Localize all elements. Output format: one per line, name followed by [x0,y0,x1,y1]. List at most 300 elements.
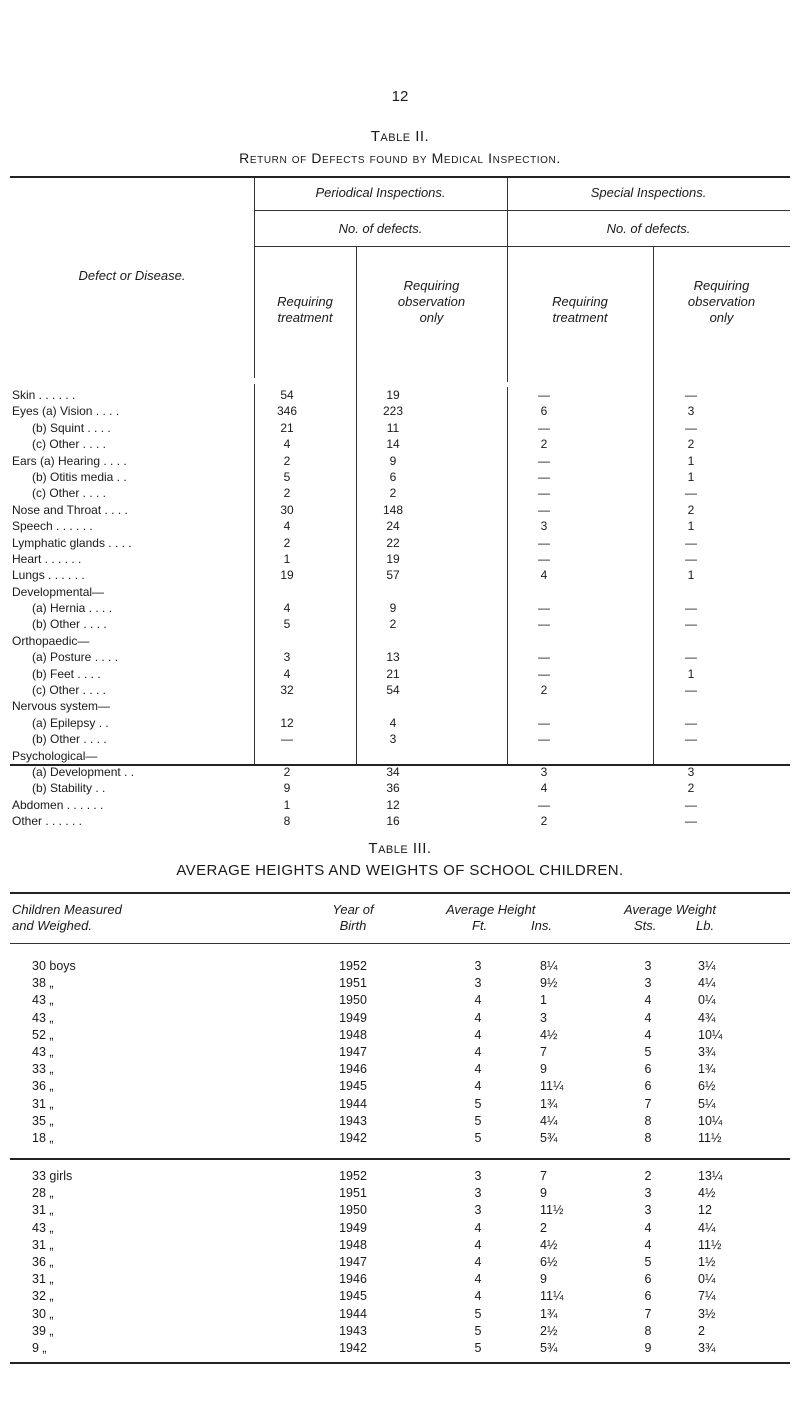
inches-cell: 8¼ [540,959,558,973]
periodical-treatment-cell: 1 [283,551,291,566]
stones-cell: 3 [644,959,652,973]
stones-cell: 4 [644,1237,652,1252]
row-label: (c) Other . . . . [32,486,107,501]
special-observation-cell: — [685,535,697,550]
table-row [10,403,790,419]
table-row [10,748,790,764]
stones-cell: 6 [644,1289,652,1304]
table-row [10,698,790,714]
special-treatment-cell: — [538,732,550,747]
measured-cell: 31 „ [32,1096,54,1111]
periodical-observation-cell: 22 [386,535,400,550]
measured-cell: 38 „ [32,976,54,991]
stones-cell: 8 [644,1130,652,1145]
measured-cell: 43 „ [32,1010,54,1025]
table-row [10,1010,790,1027]
pounds-cell: 0¼ [698,993,716,1008]
year-cell: 1948 [339,1237,367,1252]
defect-column-header: Defect or Disease. [78,268,186,283]
special-treatment-cell: — [538,601,550,616]
pounds-cell: 10¼ [698,1113,723,1128]
table-row [10,518,790,534]
special-observation-cell: — [685,486,697,501]
feet-cell: 4 [474,993,482,1008]
feet-cell: 3 [474,959,482,973]
inches-cell: 7 [540,1044,547,1059]
feet-cell: 4 [474,1272,482,1287]
feet-cell: 5 [474,1096,482,1111]
year-cell: 1943 [339,1323,367,1338]
periodical-treatment-header: Requiring treatment [277,294,333,325]
special-observation-cell: — [685,601,697,616]
year-cell: 1952 [339,1169,367,1183]
stones-cell: 9 [644,1340,652,1355]
periodical-treatment-cell: 2 [283,764,291,779]
year-cell: 1949 [339,1010,367,1025]
stones-cell: 2 [644,1169,652,1183]
inches-cell: 4¼ [540,1113,558,1128]
special-treatment-cell: 2 [540,437,548,452]
measured-cell: 31 „ [32,1203,54,1218]
periodical-observation-cell: 9 [389,453,397,468]
special-treatment-cell: — [538,502,550,517]
special-treatment-cell: — [538,486,550,501]
table-row [10,436,790,452]
periodical-observation-cell: 34 [386,764,400,779]
inches-cell: 2 [540,1220,547,1235]
table-row [10,1271,790,1288]
inches-cell: 7 [540,1169,547,1183]
measured-cell: 36 „ [32,1079,54,1094]
year-cell: 1947 [339,1044,367,1059]
pounds-cell: 4½ [698,1186,716,1201]
measured-cell: 31 „ [32,1272,54,1287]
periodical-treatment-cell: 2 [283,486,291,501]
table-row [10,616,790,632]
feet-cell: 4 [474,1044,482,1059]
periodical-treatment-cell: 19 [280,568,294,583]
feet-cell: 5 [474,1130,482,1145]
periodical-header: Periodical Inspections. [315,185,446,200]
inches-header: Ins. [531,918,552,933]
pounds-cell: 6½ [698,1079,716,1094]
periodical-observation-cell: 19 [386,551,400,566]
pounds-cell: 3½ [698,1306,716,1321]
year-cell: 1949 [339,1220,367,1235]
row-label: (b) Stability . . [32,781,106,796]
inches-cell: 1¾ [540,1096,558,1111]
row-label: (b) Other . . . . [32,732,107,747]
special-treatment-cell: — [538,535,550,550]
periodical-treatment-cell: 2 [283,453,291,468]
periodical-treatment-cell: 5 [283,469,291,484]
year-cell: 1951 [339,976,367,991]
row-label: Lymphatic glands . . . . [12,535,132,550]
special-treatment-cell: — [538,551,550,566]
table-row [10,420,790,436]
feet-cell: 3 [474,1169,482,1183]
table-rule [10,1362,790,1364]
special-treatment-cell: 4 [540,781,548,796]
periodical-observation-cell: 148 [382,502,404,517]
table-2-heading: Return of Defects found by Medical Inspection. [239,150,561,166]
table-row [10,1185,790,1202]
table-row [10,764,790,780]
row-label: (a) Posture . . . . [32,650,119,665]
special-treatment-cell: 3 [540,519,548,534]
inches-cell: 9½ [540,976,558,991]
table-row [10,1220,790,1237]
periodical-treatment-cell: 4 [283,519,291,534]
header-rule [254,210,790,211]
row-label: (b) Other . . . . [32,617,107,632]
table-row [10,813,790,829]
inches-cell: 9 [540,1186,547,1201]
special-observation-cell: — [685,650,697,665]
feet-cell: 3 [474,976,482,991]
special-treatment-cell: — [538,617,550,632]
table-row [10,551,790,567]
pounds-cell: 10¼ [698,1027,723,1042]
table-row [10,992,790,1009]
row-label: (c) Other . . . . [32,683,107,698]
table-rule [10,176,790,178]
stones-cell: 3 [644,1186,652,1201]
periodical-treatment-cell: 30 [280,502,294,517]
measured-cell: 35 „ [32,1113,54,1128]
periodical-treatment-cell: 54 [280,388,294,402]
special-observation-cell: 1 [687,469,695,484]
special-treatment-header: Requiring treatment [552,294,608,325]
table-row [10,502,790,518]
table-row [10,1044,790,1061]
table-row [10,1061,790,1078]
periodical-observation-cell: 57 [386,568,400,583]
periodical-observation-cell: 2 [389,486,397,501]
feet-cell: 5 [474,1113,482,1128]
periodical-observation-cell: 223 [382,404,404,419]
periodical-treatment-cell: 32 [280,683,294,698]
feet-cell: 3 [474,1203,482,1218]
pounds-cell: 4¼ [698,1220,716,1235]
measured-cell: 28 „ [32,1186,54,1201]
row-label: (b) Otitis media . . [32,469,127,484]
special-treatment-cell: 6 [540,404,548,419]
inches-cell: 2½ [540,1323,558,1338]
periodical-observation-cell: 9 [389,601,397,616]
inches-cell: 11½ [540,1203,564,1218]
year-cell: 1946 [339,1062,367,1077]
stones-cell: 7 [644,1096,652,1111]
table-row [10,535,790,551]
special-observation-cell: — [685,715,697,730]
year-cell: 1942 [339,1130,367,1145]
year-header: Year of Birth [332,902,374,933]
inches-cell: 11¼ [540,1079,564,1094]
table-row [10,1078,790,1095]
table-3-heading: AVERAGE HEIGHTS AND WEIGHTS OF SCHOOL CHILDREN. [176,862,624,879]
measured-cell: 33 „ [32,1062,54,1077]
year-cell: 1945 [339,1289,367,1304]
inches-cell: 5¾ [540,1340,558,1355]
row-label: Abdomen . . . . . . [12,797,104,812]
year-cell: 1944 [339,1096,367,1111]
pounds-cell: 3¼ [698,959,716,973]
boys-rows [10,958,790,1147]
table-row [10,567,790,583]
stones-cell: 4 [644,1010,652,1025]
table-2-caption: Table II. [370,128,430,145]
row-label: Psychological— [12,748,98,763]
special-treatment-cell: — [538,650,550,665]
table-row [10,649,790,665]
pounds-cell: 12 [698,1203,712,1218]
year-cell: 1950 [339,1203,367,1218]
year-cell: 1948 [339,1027,367,1042]
feet-cell: 4 [474,1237,482,1252]
measured-cell: 33 girls [32,1169,73,1183]
feet-cell: 5 [474,1340,482,1355]
special-treatment-cell: — [538,715,550,730]
table-row [10,1306,790,1323]
special-observation-cell: — [685,388,697,402]
measured-cell: 43 „ [32,993,54,1008]
special-observation-cell: 1 [687,568,695,583]
feet-cell: 4 [474,1289,482,1304]
table-row [10,453,790,469]
periodical-observation-cell: 12 [386,797,400,812]
special-observation-cell: — [685,797,697,812]
inches-cell: 3 [540,1010,547,1025]
periodical-treatment-cell: 2 [283,535,291,550]
table-row [10,682,790,698]
special-treatment-cell: — [538,797,550,812]
pounds-cell: 5¼ [698,1096,716,1111]
periodical-observation-cell: 19 [386,388,400,402]
pounds-cell: 4¾ [698,1010,716,1025]
table-row [10,958,790,975]
pounds-cell: 11½ [698,1130,722,1145]
stones-cell: 6 [644,1272,652,1287]
row-label: Ears (a) Hearing . . . . [12,453,127,468]
feet-cell: 4 [474,1062,482,1077]
stones-cell: 5 [644,1044,652,1059]
special-treatment-cell: — [538,469,550,484]
row-label: Skin . . . . . . [12,388,76,402]
inches-cell: 4½ [540,1237,558,1252]
inches-cell: 9 [540,1272,547,1287]
special-treatment-cell: — [538,388,550,402]
special-observation-cell: 1 [687,453,695,468]
measured-cell: 30 „ [32,1306,54,1321]
special-observation-cell: 3 [687,404,695,419]
special-observation-cell: 1 [687,666,695,681]
row-label: Nose and Throat . . . . [12,502,128,517]
weight-header: Average Weight [624,902,717,917]
row-label: (c) Other . . . . [32,437,107,452]
stones-cell: 6 [644,1062,652,1077]
stones-cell: 4 [644,1027,652,1042]
special-observation-cell: — [685,683,697,698]
stones-cell: 6 [644,1079,652,1094]
row-label: Other . . . . . . [12,814,83,829]
periodical-treatment-cell: 8 [283,814,291,829]
special-observation-cell: 2 [687,502,695,517]
table-row [10,1202,790,1219]
special-treatment-cell: 2 [540,683,548,698]
table-row [10,1168,790,1185]
table-row [10,797,790,813]
special-observation-cell: 1 [687,519,695,534]
pounds-header: Lb. [696,918,715,933]
table-row [10,1254,790,1271]
special-header: Special Inspections. [590,185,707,200]
table-row [10,600,790,616]
year-cell: 1952 [339,959,367,973]
special-treatment-cell: 2 [540,814,548,829]
header-rule [10,943,790,944]
year-cell: 1944 [339,1306,367,1321]
feet-cell: 4 [474,1010,482,1025]
table-row [10,387,790,403]
girls-rows [10,1168,790,1357]
feet-cell: 4 [474,1254,482,1269]
feet-cell: 4 [474,1079,482,1094]
special-observation-cell: — [685,732,697,747]
measured-cell: 39 „ [32,1323,54,1338]
pounds-cell: 1½ [698,1254,716,1269]
table-row [10,1340,790,1357]
inches-cell: 6½ [540,1254,558,1269]
periodical-treatment-cell: — [281,732,293,747]
special-observation-cell: — [685,617,697,632]
table-rule [10,892,790,894]
measured-header: Children Measured and Weighed. [12,902,122,933]
row-label: (b) Squint . . . . [32,420,111,435]
inches-cell: 1 [540,993,547,1008]
periodical-observation-cell: 3 [389,732,397,747]
year-cell: 1946 [339,1272,367,1287]
periodical-treatment-cell: 3 [283,650,291,665]
special-observation-cell: 2 [687,781,695,796]
measured-cell: 18 „ [32,1130,54,1145]
table-row [10,666,790,682]
row-label: Nervous system— [12,699,111,714]
measured-cell: 32 „ [32,1289,54,1304]
inches-cell: 11¼ [540,1289,564,1304]
special-treatment-cell: — [538,666,550,681]
feet-cell: 5 [474,1323,482,1338]
table-row [10,633,790,649]
table-row [10,715,790,731]
year-cell: 1945 [339,1079,367,1094]
inches-cell: 1¾ [540,1306,558,1321]
special-observation-cell: 2 [687,437,695,452]
pounds-cell: 0¼ [698,1272,716,1287]
table-3-caption: Table III. [368,840,432,857]
table-row [10,1027,790,1044]
row-label: (a) Epilepsy . . [32,715,109,730]
defects-table-body [10,387,790,830]
table-row [10,1130,790,1147]
special-defects-header: No. of defects. [606,221,691,236]
periodical-observation-cell: 24 [386,519,400,534]
feet-cell: 5 [474,1306,482,1321]
height-header: Average Height [446,902,536,917]
periodical-treatment-cell: 12 [280,715,294,730]
special-observation-cell: — [685,814,697,829]
year-cell: 1942 [339,1340,367,1355]
table-row [10,975,790,992]
periodical-defects-header: No. of defects. [338,221,423,236]
pounds-cell: 7¼ [698,1289,716,1304]
inches-cell: 5¾ [540,1130,558,1145]
stones-cell: 8 [644,1323,652,1338]
periodical-observation-cell: 2 [389,617,397,632]
feet-cell: 3 [474,1186,482,1201]
periodical-treatment-cell: 346 [276,404,298,419]
inches-cell: 9 [540,1062,547,1077]
defects-table [10,176,790,829]
measured-cell: 43 „ [32,1044,54,1059]
periodical-treatment-cell: 21 [280,420,294,435]
row-label: (a) Hernia . . . . [32,601,113,616]
special-treatment-cell: 4 [540,568,548,583]
table-row [10,1237,790,1254]
group-rule [10,1158,790,1160]
row-label: Heart . . . . . . [12,551,82,566]
table-row [10,780,790,796]
table-row [10,1096,790,1113]
row-label: (b) Feet . . . . [32,666,101,681]
year-cell: 1947 [339,1254,367,1269]
periodical-treatment-cell: 4 [283,437,291,452]
table-row [10,469,790,485]
periodical-treatment-cell: 1 [283,797,291,812]
periodical-treatment-cell: 9 [283,781,291,796]
row-label: Orthopaedic— [12,633,90,648]
periodical-observation-cell: 13 [386,650,400,665]
measured-cell: 43 „ [32,1220,54,1235]
table-row [10,485,790,501]
periodical-observation-cell: 16 [386,814,400,829]
stones-cell: 4 [644,993,652,1008]
table-row [10,731,790,747]
special-treatment-cell: 3 [540,764,548,779]
table-row [10,1323,790,1340]
row-label: Lungs . . . . . . [12,568,85,583]
pounds-cell: 13¼ [698,1169,723,1183]
measured-cell: 36 „ [32,1254,54,1269]
page-number: 12 [391,88,409,105]
measured-cell: 9 „ [32,1340,47,1355]
pounds-cell: 4¼ [698,976,716,991]
measured-cell: 30 boys [32,959,76,973]
special-observation-header: Requiring observation only [687,278,756,325]
stones-cell: 3 [644,976,652,991]
pounds-cell: 11½ [698,1237,722,1252]
periodical-observation-cell: 6 [389,469,397,484]
periodical-observation-cell: 54 [386,683,400,698]
special-treatment-cell: — [538,453,550,468]
measured-cell: 31 „ [32,1237,54,1252]
periodical-observation-cell: 4 [389,715,397,730]
stones-cell: 5 [644,1254,652,1269]
table-row [10,584,790,600]
special-treatment-cell: — [538,420,550,435]
feet-cell: 4 [474,1220,482,1235]
periodical-treatment-cell: 4 [283,666,291,681]
